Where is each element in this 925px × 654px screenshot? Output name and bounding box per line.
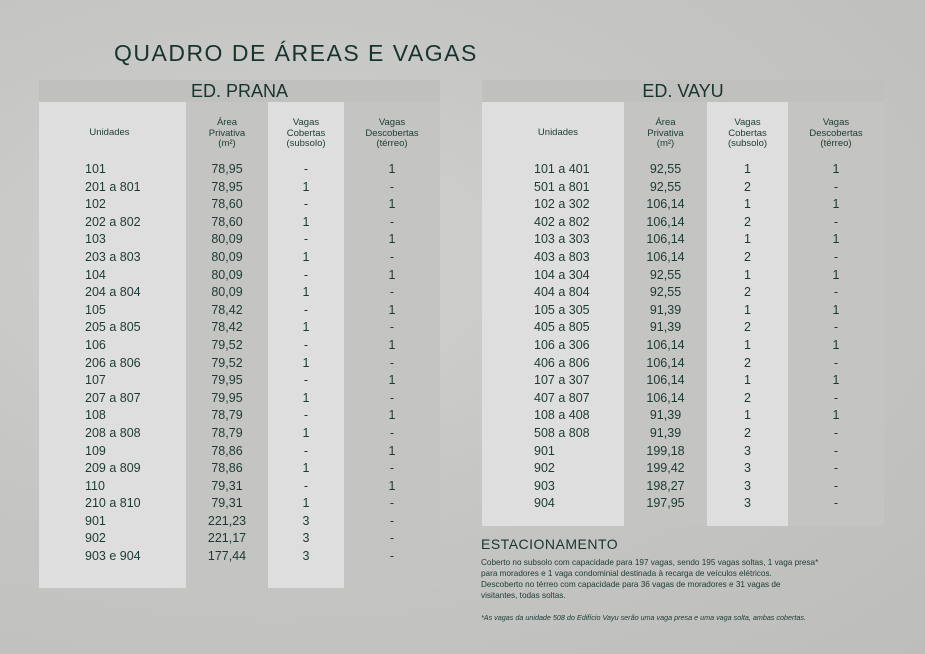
uncovered-cell: - bbox=[833, 249, 839, 264]
table-row bbox=[482, 302, 884, 320]
area-cell: 106,14 bbox=[646, 249, 685, 264]
covered-cell: 1 bbox=[302, 179, 310, 194]
unit-cell: 101 bbox=[85, 162, 106, 176]
covered-cell: - bbox=[303, 197, 309, 212]
area-cell: 78,60 bbox=[211, 197, 243, 212]
unit-cell: 902 bbox=[534, 461, 555, 476]
uncovered-cell: - bbox=[389, 214, 395, 229]
building-name: ED. VAYU bbox=[482, 80, 884, 102]
table-row bbox=[39, 161, 440, 179]
area-cell: 78,42 bbox=[211, 320, 243, 335]
uncovered-cell: - bbox=[833, 478, 839, 493]
unit-cell: 103 bbox=[85, 232, 106, 247]
uncovered-cell: 1 bbox=[388, 302, 396, 317]
covered-cell: 1 bbox=[302, 249, 310, 264]
covered-cell: - bbox=[303, 302, 309, 317]
covered-header: Vagas Cobertas (subsolo) bbox=[286, 117, 326, 149]
covered-cell: 1 bbox=[744, 197, 751, 212]
area-cell: 91,39 bbox=[649, 302, 682, 317]
vayu-rows bbox=[482, 161, 884, 513]
unit-cell: 903 e 904 bbox=[85, 549, 141, 564]
unit-header: Unidades bbox=[537, 127, 579, 138]
table-row bbox=[482, 372, 884, 390]
uncovered-cell: 1 bbox=[832, 373, 840, 388]
covered-cell: 2 bbox=[744, 355, 751, 370]
parking-footnote: *As vagas da unidade 508 do Edifício Vayu serão uma vaga presa e uma vaga solta, ambas cobertas. bbox=[481, 613, 806, 622]
unit-cell: 209 a 809 bbox=[85, 461, 141, 476]
covered-cell: - bbox=[303, 373, 309, 388]
area-cell: 92,55 bbox=[649, 285, 682, 300]
unit-cell: 204 a 804 bbox=[85, 285, 141, 300]
table-row bbox=[39, 390, 440, 408]
area-cell: 221,17 bbox=[207, 531, 247, 546]
table-row bbox=[482, 390, 884, 408]
covered-cell: - bbox=[303, 232, 309, 247]
table-row bbox=[482, 443, 884, 461]
uncovered-cell: - bbox=[833, 390, 839, 405]
area-cell: 78,60 bbox=[211, 214, 243, 229]
area-cell: 92,55 bbox=[649, 162, 682, 176]
uncovered-cell: 1 bbox=[388, 232, 396, 247]
uncovered-cell: - bbox=[833, 443, 839, 458]
covered-cell: 1 bbox=[302, 214, 310, 229]
unit-cell: 108 a 408 bbox=[534, 408, 590, 423]
area-cell: 106,14 bbox=[646, 337, 685, 352]
table-row bbox=[39, 372, 440, 390]
covered-cell: 1 bbox=[302, 285, 310, 300]
area-cell: 78,95 bbox=[211, 162, 243, 176]
uncovered-cell: - bbox=[389, 390, 395, 405]
covered-cell: 2 bbox=[744, 425, 751, 440]
unit-cell: 104 a 304 bbox=[534, 267, 590, 282]
area-cell: 106,14 bbox=[646, 232, 685, 247]
uncovered-cell: - bbox=[389, 320, 395, 335]
covered-cell: 1 bbox=[302, 390, 310, 405]
area-cell: 79,95 bbox=[211, 373, 243, 388]
unit-cell: 402 a 802 bbox=[534, 214, 590, 229]
table-row bbox=[39, 302, 440, 320]
covered-cell: 3 bbox=[744, 461, 751, 476]
unit-cell: 407 a 807 bbox=[534, 390, 590, 405]
uncovered-cell: - bbox=[389, 285, 395, 300]
vayu-table bbox=[482, 80, 884, 526]
table-row bbox=[482, 407, 884, 425]
area-header: Área Privativa (m²) bbox=[647, 117, 684, 149]
unit-cell: 901 bbox=[534, 443, 555, 458]
uncovered-cell: - bbox=[389, 461, 395, 476]
uncovered-cell: - bbox=[389, 425, 395, 440]
area-cell: 80,09 bbox=[211, 249, 243, 264]
covered-cell: - bbox=[303, 443, 309, 458]
area-cell: 197,95 bbox=[646, 496, 685, 511]
area-cell: 91,39 bbox=[649, 408, 682, 423]
covered-cell: 1 bbox=[744, 408, 751, 423]
unit-cell: 501 a 801 bbox=[534, 179, 590, 194]
table-row bbox=[482, 161, 884, 179]
unit-cell: 508 a 808 bbox=[534, 425, 590, 440]
unit-cell: 207 a 807 bbox=[85, 390, 141, 405]
covered-cell: 3 bbox=[744, 496, 751, 511]
unit-header: Unidades bbox=[89, 127, 130, 138]
unit-cell: 201 a 801 bbox=[85, 179, 141, 194]
area-cell: 80,09 bbox=[211, 267, 243, 282]
unit-cell: 101 a 401 bbox=[534, 162, 590, 176]
area-cell: 79,95 bbox=[211, 390, 243, 405]
table-row bbox=[482, 231, 884, 249]
table-row bbox=[39, 460, 440, 478]
covered-cell: - bbox=[303, 408, 309, 423]
area-cell: 92,55 bbox=[649, 179, 682, 194]
table-row bbox=[39, 478, 440, 496]
unit-cell: 403 a 803 bbox=[534, 249, 590, 264]
unit-cell: 210 a 810 bbox=[85, 496, 141, 511]
covered-cell: 3 bbox=[302, 513, 310, 528]
table-row bbox=[39, 513, 440, 531]
uncovered-cell: 1 bbox=[388, 443, 396, 458]
area-cell: 80,09 bbox=[211, 285, 243, 300]
unit-cell: 105 bbox=[85, 302, 106, 317]
covered-cell: 1 bbox=[302, 461, 310, 476]
covered-cell: 3 bbox=[302, 531, 310, 546]
uncovered-cell: - bbox=[833, 461, 839, 476]
uncovered-cell: 1 bbox=[388, 337, 396, 352]
area-cell: 106,14 bbox=[646, 197, 685, 212]
uncovered-cell: 1 bbox=[832, 302, 840, 317]
covered-cell: 2 bbox=[744, 179, 751, 194]
unit-cell: 106 a 306 bbox=[534, 337, 590, 352]
unit-cell: 107 bbox=[85, 373, 106, 388]
area-cell: 91,39 bbox=[649, 425, 682, 440]
area-cell: 106,14 bbox=[646, 390, 685, 405]
uncovered-cell: 1 bbox=[832, 337, 840, 352]
uncovered-cell: - bbox=[833, 179, 839, 194]
covered-cell: 1 bbox=[302, 320, 310, 335]
covered-cell: 2 bbox=[744, 249, 751, 264]
unit-cell: 102 a 302 bbox=[534, 197, 590, 212]
table-row bbox=[482, 337, 884, 355]
area-cell: 78,86 bbox=[211, 461, 243, 476]
table-row bbox=[39, 337, 440, 355]
table-row bbox=[482, 425, 884, 443]
covered-cell: - bbox=[303, 162, 309, 176]
uncovered-cell: - bbox=[833, 496, 839, 511]
unit-cell: 404 a 804 bbox=[534, 285, 590, 300]
table-row bbox=[39, 443, 440, 461]
uncovered-cell: - bbox=[833, 285, 839, 300]
uncovered-cell: 1 bbox=[388, 162, 396, 176]
table-row bbox=[39, 196, 440, 214]
table-row bbox=[482, 214, 884, 232]
uncovered-cell: 1 bbox=[388, 478, 396, 493]
area-cell: 91,39 bbox=[649, 320, 682, 335]
covered-cell: 2 bbox=[744, 320, 751, 335]
table-row bbox=[39, 249, 440, 267]
page-title: QUADRO DE ÁREAS E VAGAS bbox=[114, 40, 478, 66]
uncovered-cell: - bbox=[389, 513, 395, 528]
table-row bbox=[39, 548, 440, 566]
table-row bbox=[39, 319, 440, 337]
covered-header: Vagas Cobertas (subsolo) bbox=[727, 117, 768, 149]
covered-cell: 2 bbox=[744, 214, 751, 229]
unit-cell: 110 bbox=[85, 478, 105, 493]
uncovered-cell: 1 bbox=[388, 267, 396, 282]
unit-cell: 102 bbox=[85, 197, 106, 212]
table-row bbox=[482, 179, 884, 197]
uncovered-cell: 1 bbox=[832, 408, 840, 423]
uncovered-cell: - bbox=[389, 355, 395, 370]
unit-cell: 405 a 805 bbox=[534, 320, 590, 335]
table-row bbox=[39, 495, 440, 513]
area-cell: 78,42 bbox=[211, 302, 243, 317]
unit-cell: 104 bbox=[85, 267, 106, 282]
area-header: Área Privativa (m²) bbox=[208, 117, 246, 149]
uncovered-cell: 1 bbox=[388, 197, 396, 212]
covered-cell: 1 bbox=[302, 425, 310, 440]
table-row bbox=[482, 319, 884, 337]
uncovered-cell: 1 bbox=[832, 197, 840, 212]
uncovered-cell: 1 bbox=[832, 232, 840, 247]
unit-cell: 106 bbox=[85, 337, 106, 352]
uncovered-cell: - bbox=[389, 249, 395, 264]
uncovered-header: Vagas Descobertas (térreo) bbox=[809, 117, 863, 149]
unit-cell: 406 a 806 bbox=[534, 355, 590, 370]
table-row bbox=[39, 231, 440, 249]
table-row bbox=[39, 355, 440, 373]
table-row bbox=[39, 267, 440, 285]
area-cell: 106,14 bbox=[646, 355, 685, 370]
covered-cell: 3 bbox=[302, 549, 310, 564]
area-cell: 106,14 bbox=[646, 214, 685, 229]
area-cell: 78,79 bbox=[211, 425, 243, 440]
table-row bbox=[482, 355, 884, 373]
unit-cell: 901 bbox=[85, 513, 106, 528]
parking-title: ESTACIONAMENTO bbox=[481, 536, 619, 552]
covered-cell: 1 bbox=[744, 302, 751, 317]
area-cell: 199,42 bbox=[646, 461, 685, 476]
area-cell: 78,86 bbox=[211, 443, 243, 458]
uncovered-cell: - bbox=[833, 214, 839, 229]
uncovered-cell: - bbox=[833, 425, 839, 440]
uncovered-cell: - bbox=[389, 531, 395, 546]
unit-cell: 904 bbox=[534, 496, 555, 511]
unit-cell: 203 a 803 bbox=[85, 249, 141, 264]
covered-cell: 3 bbox=[744, 478, 751, 493]
unit-cell: 202 a 802 bbox=[85, 214, 141, 229]
parking-description: Coberto no subsolo com capacidade para 197 vagas, sendo 195 vagas soltas, 1 vaga presa* para moradores e 1 vaga condominial destinada à recarga de veículos elétricos. Descoberto no térreo com capacidade para 36 vagas de moradores e 31 vagas de visitantes, todas soltas. bbox=[481, 558, 819, 600]
area-cell: 198,27 bbox=[646, 478, 685, 493]
uncovered-cell: 1 bbox=[388, 408, 396, 423]
table-row bbox=[39, 284, 440, 302]
table-row bbox=[39, 214, 440, 232]
area-cell: 80,09 bbox=[211, 232, 243, 247]
uncovered-cell: - bbox=[833, 355, 839, 370]
area-cell: 79,31 bbox=[211, 478, 243, 493]
table-row bbox=[482, 495, 884, 513]
table-row bbox=[482, 196, 884, 214]
uncovered-cell: 1 bbox=[388, 373, 396, 388]
table-row bbox=[39, 179, 440, 197]
area-cell: 106,14 bbox=[646, 373, 685, 388]
table-row bbox=[482, 267, 884, 285]
table-row bbox=[39, 407, 440, 425]
unit-cell: 206 a 806 bbox=[85, 355, 141, 370]
table-row bbox=[39, 425, 440, 443]
uncovered-cell: 1 bbox=[832, 162, 840, 176]
area-cell: 221,23 bbox=[207, 513, 247, 528]
uncovered-cell: - bbox=[833, 320, 839, 335]
area-cell: 199,18 bbox=[646, 443, 685, 458]
building-name: ED. PRANA bbox=[39, 80, 440, 102]
table-row bbox=[482, 460, 884, 478]
uncovered-header: Vagas Descobertas (térreo) bbox=[365, 117, 419, 149]
covered-cell: 1 bbox=[302, 496, 310, 511]
prana-rows bbox=[39, 161, 440, 566]
covered-cell: - bbox=[303, 267, 309, 282]
covered-cell: 1 bbox=[744, 267, 751, 282]
area-cell: 78,95 bbox=[211, 179, 243, 194]
table-row bbox=[39, 530, 440, 548]
area-cell: 79,31 bbox=[211, 496, 243, 511]
prana-table bbox=[39, 80, 440, 588]
area-cell: 92,55 bbox=[649, 267, 682, 282]
covered-cell: 1 bbox=[744, 162, 751, 176]
unit-cell: 903 bbox=[534, 478, 555, 493]
unit-cell: 109 bbox=[85, 443, 106, 458]
covered-cell: 2 bbox=[744, 390, 751, 405]
covered-cell: 1 bbox=[302, 355, 310, 370]
table-row bbox=[482, 284, 884, 302]
unit-cell: 103 a 303 bbox=[534, 232, 590, 247]
covered-cell: - bbox=[303, 337, 309, 352]
covered-cell: 1 bbox=[744, 232, 751, 247]
table-row bbox=[482, 478, 884, 496]
uncovered-cell: 1 bbox=[832, 267, 840, 282]
unit-cell: 105 a 305 bbox=[534, 302, 590, 317]
area-cell: 177,44 bbox=[207, 549, 247, 564]
covered-cell: 3 bbox=[744, 443, 751, 458]
unit-cell: 902 bbox=[85, 531, 106, 546]
uncovered-cell: - bbox=[389, 496, 395, 511]
uncovered-cell: - bbox=[389, 179, 395, 194]
unit-cell: 208 a 808 bbox=[85, 425, 141, 440]
table-row bbox=[482, 249, 884, 267]
unit-cell: 205 a 805 bbox=[85, 320, 141, 335]
covered-cell: 1 bbox=[744, 373, 751, 388]
area-cell: 79,52 bbox=[211, 355, 243, 370]
unit-cell: 108 bbox=[85, 408, 106, 423]
area-cell: 78,79 bbox=[211, 408, 243, 423]
uncovered-cell: - bbox=[389, 549, 395, 564]
unit-cell: 107 a 307 bbox=[534, 373, 590, 388]
covered-cell: 2 bbox=[744, 285, 751, 300]
covered-cell: - bbox=[303, 478, 309, 493]
area-cell: 79,52 bbox=[211, 337, 243, 352]
covered-cell: 1 bbox=[744, 337, 751, 352]
